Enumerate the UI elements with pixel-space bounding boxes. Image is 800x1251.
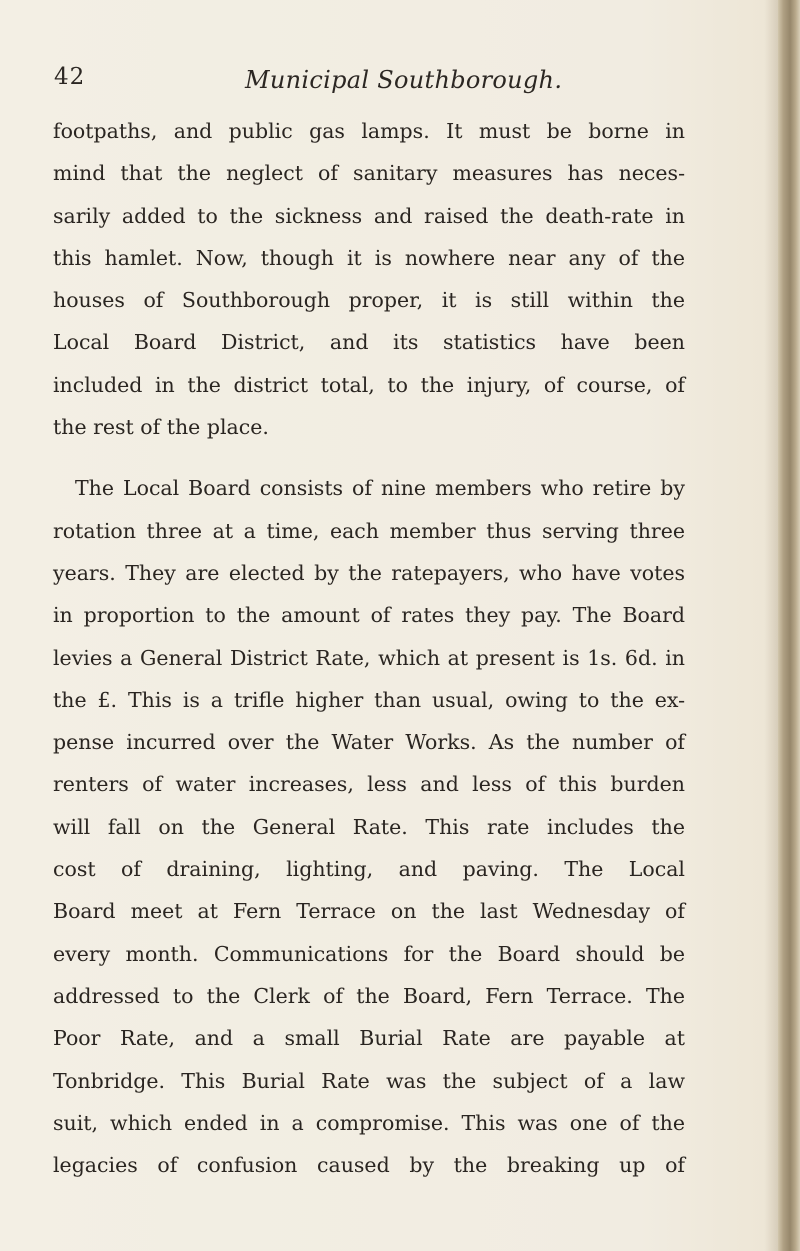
page-header	[54, 64, 674, 104]
page-edge-shadow	[764, 0, 778, 1251]
text-line: Local Board District, and its statistics have been	[53, 330, 685, 355]
text-line: rotation three at a time, each member thus serving three	[53, 518, 685, 543]
text-line: included in the district total, to the injury, of course, of	[53, 372, 685, 397]
paragraph-gap	[53, 448, 685, 467]
text-line: Board meet at Fern Terrace on the last Wednesday of	[53, 899, 685, 924]
text-line: this hamlet. Now, though it is nowhere near any of the	[53, 245, 685, 270]
text-line: cost of draining, lighting, and paving. The Local	[53, 857, 685, 882]
text-line: renters of water increases, less and less of this burden	[53, 772, 685, 797]
text-line: years. They are elected by the ratepayers, who have votes	[53, 560, 685, 585]
text-line: addressed to the Clerk of the Board, Fern Terrace. The	[53, 983, 685, 1008]
body-text	[53, 110, 685, 1186]
text-line: Poor Rate, and a small Burial Rate are payable at	[53, 1026, 685, 1051]
text-line: the £. This is a trifle higher than usual, owing to the ex-	[53, 687, 685, 712]
text-line: houses of Southborough proper, it is still within the	[53, 288, 685, 313]
text-line: every month. Communications for the Board should be	[53, 941, 685, 966]
running-head: Municipal Southborough.	[245, 66, 563, 94]
text-line: The Local Board consists of nine members who retire by	[75, 476, 685, 501]
text-line: the rest of the place.	[53, 415, 269, 440]
text-line: footpaths, and public gas lamps. It must be borne in	[53, 119, 685, 143]
page-edge	[778, 0, 800, 1251]
paragraph-2	[53, 467, 685, 1186]
text-line: Tonbridge. This Burial Rate was the subject of a law	[53, 1068, 685, 1093]
text-line: in proportion to the amount of rates they pay. The Board	[53, 603, 685, 628]
paragraph-1	[53, 110, 685, 448]
page-number: 42	[54, 64, 86, 90]
text-line: mind that the neglect of sanitary measures has neces-	[53, 161, 685, 186]
text-line: will fall on the General Rate. This rate includes the	[53, 814, 685, 839]
text-line: sarily added to the sickness and raised the death-rate in	[53, 203, 685, 228]
text-line: levies a General District Rate, which at present is 1s. 6d. in	[53, 645, 685, 670]
text-line: suit, which ended in a compromise. This was one of the	[53, 1110, 685, 1135]
text-line: pense incurred over the Water Works. As the number of	[53, 730, 685, 755]
text-line: legacies of confusion caused by the breaking up of	[53, 1153, 685, 1178]
